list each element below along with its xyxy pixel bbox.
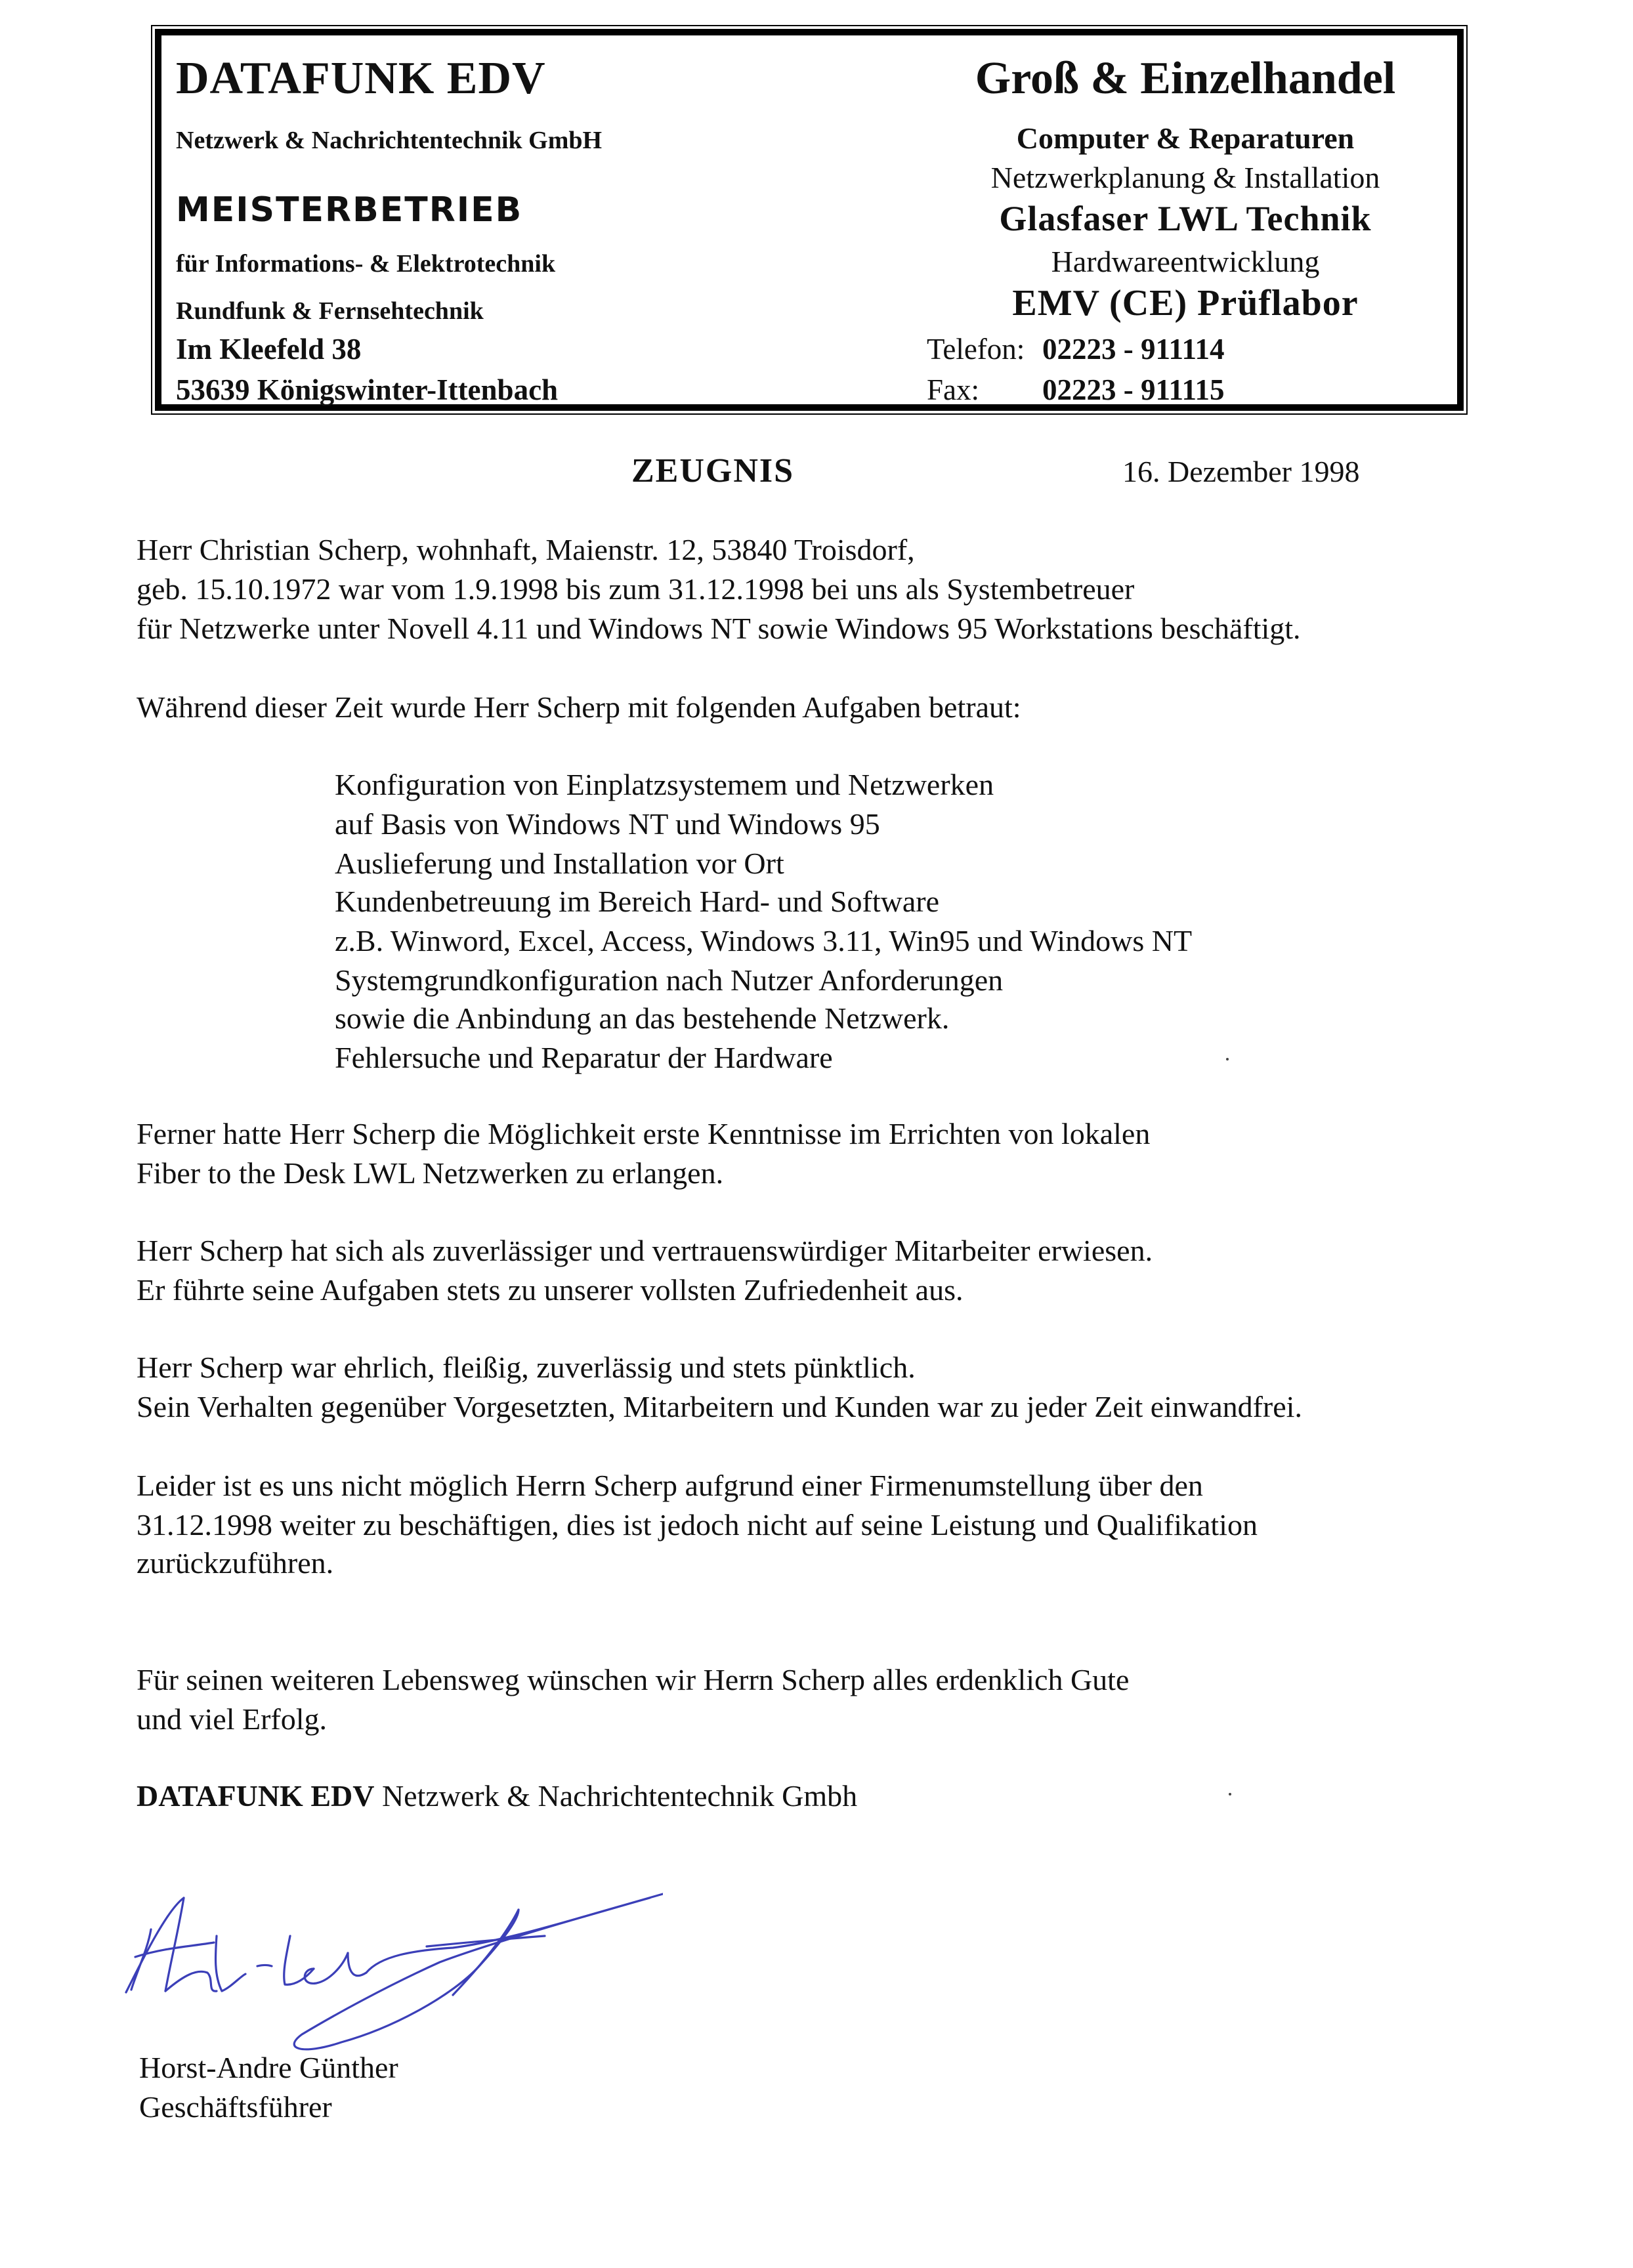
task-item: Kundenbetreuung im Bereich Hard- und Software (335, 885, 939, 918)
meister-heading: MEISTERBETRIEB (176, 190, 523, 230)
signature-image (85, 1838, 663, 2054)
phone-row (927, 332, 1225, 366)
paragraph-reliable-line: Herr Scherp hat sich als zuverlässiger und vertrauenswürdiger Mitarbeiter erwiesen. (137, 1234, 1153, 1267)
footer-company (137, 1778, 857, 1813)
paragraph-reliable-line: Er führte seine Aufgaben stets zu unserer vollsten Zufriedenheit aus. (137, 1273, 964, 1307)
task-item: sowie die Anbindung an das bestehende Netzwerk. (335, 1001, 950, 1035)
paragraph-honest-line: Herr Scherp war ehrlich, fleißig, zuverlässig und stets pünktlich. (137, 1351, 916, 1384)
retail-headline: Groß & Einzelhandel (975, 53, 1396, 104)
intro-line: Herr Christian Scherp, wohnhaft, Maienstr. 12, 53840 Troisdorf, (137, 533, 915, 566)
task-item: Konfiguration von Einplatzsystemem und Netzwerken (335, 768, 994, 801)
task-item: Auslieferung und Installation vor Ort (335, 847, 784, 880)
phone-number: 02223 - 911114 (1042, 333, 1225, 366)
signer-name: Horst-Andre Günther (139, 2051, 398, 2084)
phone-label: Telefon: (927, 333, 1025, 366)
service-emv: EMV (CE) Prüflabor (1012, 283, 1359, 324)
signer-title: Geschäftsführer (139, 2090, 332, 2124)
letterhead-box (155, 29, 1464, 411)
footer-company-bold: DATAFUNK EDV (137, 1779, 375, 1813)
service-network: Netzwerkplanung & Installation (990, 161, 1380, 194)
task-item: Systemgrundkonfiguration nach Nutzer Anforderungen (335, 963, 1004, 997)
company-subtitle: Netzwerk & Nachrichtentechnik GmbH (176, 127, 603, 154)
task-item: z.B. Winword, Excel, Access, Windows 3.11, Win95 und Windows NT (335, 924, 1193, 957)
task-item: Fehlersuche und Reparatur der Hardware (335, 1041, 833, 1074)
paragraph-end-line: zurückzuführen. (137, 1546, 334, 1580)
fax-label: Fax: (927, 373, 980, 406)
fax-number: 02223 - 911115 (1042, 373, 1225, 406)
tasks-intro: Während dieser Zeit wurde Herr Scherp mit folgenden Aufgaben betraut: (137, 690, 1021, 724)
service-fiber: Glasfaser LWL Technik (999, 199, 1372, 238)
service-computer: Computer & Reparaturen (1016, 121, 1355, 155)
address-city: 53639 Königswinter-Ittenbach (176, 373, 559, 406)
footer-company-rest: Netzwerk & Nachrichtentechnik Gmbh (374, 1779, 858, 1813)
address-street: Im Kleefeld 38 (176, 333, 362, 366)
company-name: DATAFUNK EDV (176, 53, 546, 104)
paragraph-end-line: Leider ist es uns nicht möglich Herrn Scherp aufgrund einer Firmenumstellung über den (137, 1469, 1203, 1502)
document-title: ZEUGNIS (631, 452, 795, 490)
field-rundfunk: Rundfunk & Fernsehtechnik (176, 297, 484, 325)
field-informations: für Informations- & Elektrotechnik (176, 250, 556, 278)
intro-line: geb. 15.10.1972 war vom 1.9.1998 bis zum 31.12.1998 bei uns als Systembetreuer (137, 572, 1135, 606)
scan-speck (1229, 1793, 1231, 1796)
paragraph-wish-line: und viel Erfolg. (137, 1702, 327, 1736)
paragraph-honest-line: Sein Verhalten gegenüber Vorgesetzten, Mitarbeitern und Kunden war zu jeder Zeit einwandfrei. (137, 1390, 1302, 1423)
scan-speck (1226, 1058, 1229, 1060)
fax-row (927, 373, 1225, 407)
paragraph-fiber-line: Ferner hatte Herr Scherp die Möglichkeit erste Kenntnisse im Errichten von lokalen (137, 1117, 1151, 1150)
document-date: 16. Dezember 1998 (1122, 455, 1360, 488)
task-item: auf Basis von Windows NT und Windows 95 (335, 807, 880, 841)
paragraph-wish-line: Für seinen weiteren Lebensweg wünschen wir Herrn Scherp alles erdenklich Gute (137, 1663, 1130, 1696)
paragraph-end-line: 31.12.1998 weiter zu beschäftigen, dies ist jedoch nicht auf seine Leistung und Qualifikation (137, 1508, 1258, 1542)
intro-line: für Netzwerke unter Novell 4.11 und Windows NT sowie Windows 95 Workstations beschäftigt. (137, 612, 1301, 645)
service-hardware: Hardwareentwicklung (1051, 245, 1320, 278)
paragraph-fiber-line: Fiber to the Desk LWL Netzwerken zu erlangen. (137, 1156, 724, 1190)
